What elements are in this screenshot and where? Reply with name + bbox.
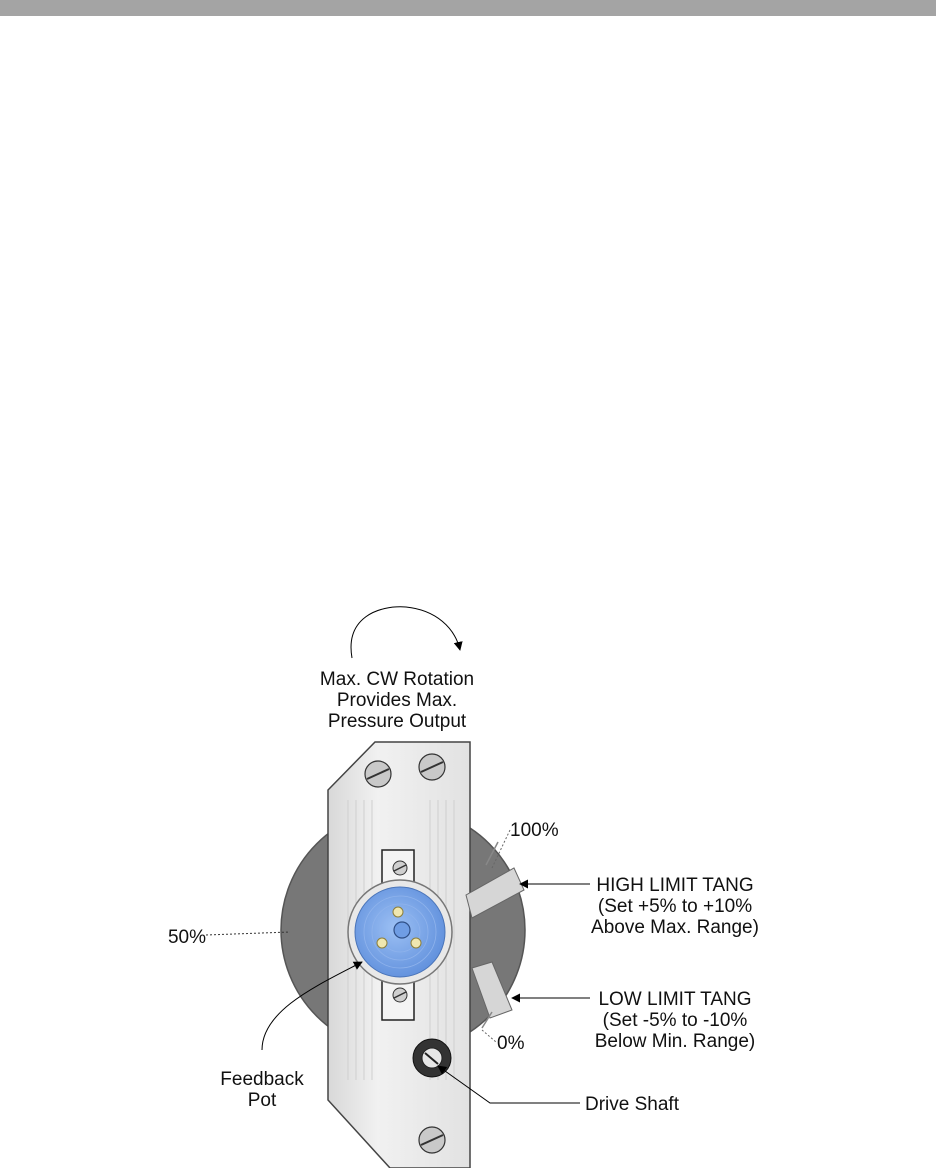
cw-rotation-arrow-icon <box>351 607 460 658</box>
screw-icon <box>393 861 407 875</box>
screw-icon <box>365 761 391 787</box>
high-limit-line-1: HIGH LIMIT TANG <box>596 875 754 896</box>
pot-terminal <box>377 938 387 948</box>
pot-terminal <box>393 907 403 917</box>
screw-icon <box>419 1127 445 1153</box>
rotation-note-line-3: Pressure Output <box>327 711 467 732</box>
low-limit-line-1: LOW LIMIT TANG <box>598 989 752 1010</box>
leader-50 <box>206 932 290 935</box>
screw-icon <box>393 988 407 1002</box>
low-limit-line-3: Below Min. Range) <box>594 1031 756 1052</box>
label-100-percent: 100% <box>510 820 559 841</box>
feedback-pot-line-1: Feedback <box>220 1069 304 1090</box>
drive-shaft-label: Drive Shaft <box>585 1094 679 1115</box>
label-50-percent: 50% <box>167 927 206 948</box>
high-limit-line-3: Above Max. Range) <box>591 917 759 938</box>
label-0-percent: 0% <box>497 1033 525 1054</box>
rotation-note-line-2: Provides Max. <box>336 690 458 711</box>
rotation-note-line-1: Max. CW Rotation <box>319 669 475 690</box>
leader-0 <box>482 1030 496 1042</box>
low-limit-line-2: (Set -5% to -10% <box>602 1010 748 1031</box>
pot-shaft <box>394 922 410 938</box>
high-limit-line-2: (Set +5% to +10% <box>597 896 753 917</box>
feedback-pot-line-2: Pot <box>247 1090 277 1111</box>
pot-terminal <box>411 938 421 948</box>
screw-icon <box>419 754 445 780</box>
